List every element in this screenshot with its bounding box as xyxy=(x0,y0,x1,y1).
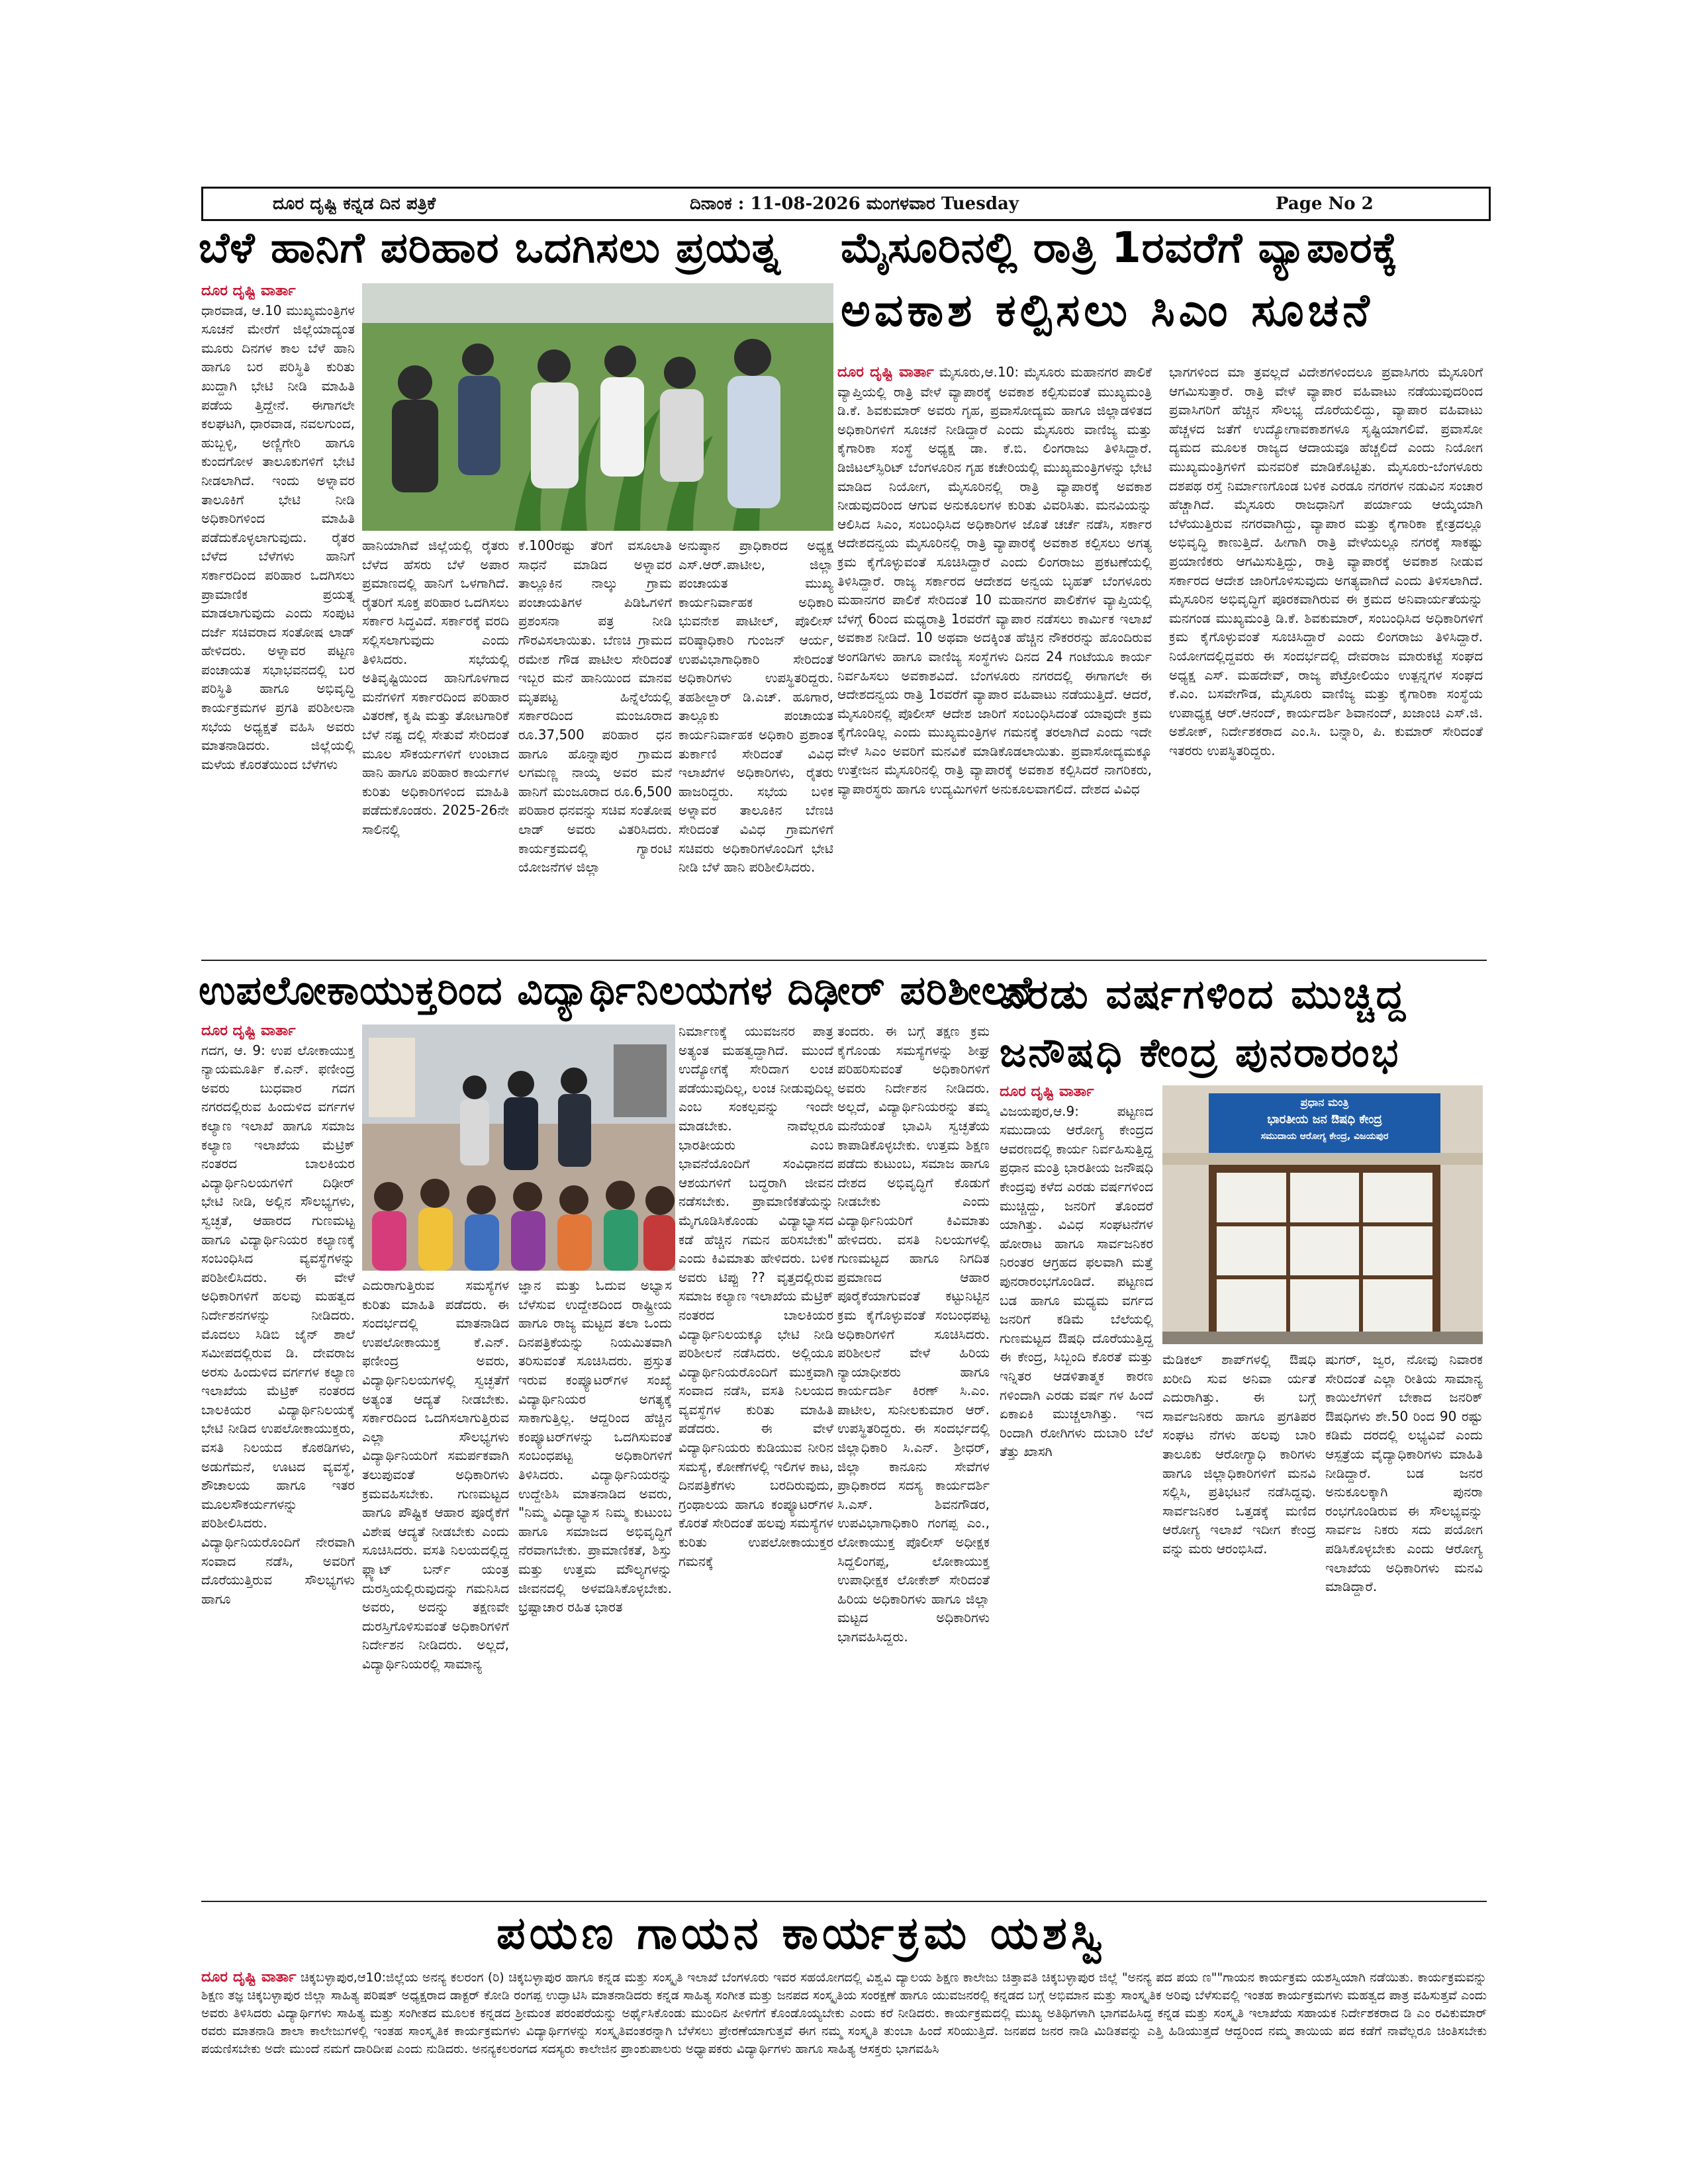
page-number: Page No 2 xyxy=(1276,194,1374,214)
story1-column-3: ಕೆ.100ರಷ್ಟು ತೆರಿಗೆ ವಸೂಲಾತಿ ಸಾಧನೆ ಮಾಡಿದ ಅಳ್ನಾವರ ತಾಲ್ಲೂಕಿನ ನಾಲ್ಕು ಗ್ರಾಮ ಪಂಚಾಯತಿಗಳ ಪಿಡಿಓಗಳಿಗೆ ಪ್ರಶಂಸನಾ ಪತ್ರ ನೀಡಿ ಗೌರವಿಸಲಾಯಿತು. ಬೆಣಚಿ ಗ್ರಾಮದ ರಮೇಶ ಗೌಡ ಪಾಟೀಲ ಸೇರಿದಂತೆ ಇಬ್ಬರ ಮನೆ ಹಾನಿಯಿಂದ ಮಾನವ ಮೃತಪಟ್ಟ ಹಿನ್ನೆಲೆಯಲ್ಲಿ ಸರ್ಕಾರದಿಂದ ಮಂಜೂರಾದ ರೂ.37,500 ಪರಿಹಾರ ಧನ ಹಾಗೂ ಹೊನ್ನಾಪುರ ಗ್ರಾಮದ ಲಗಮಣ್ಣ ನಾಯ್ಕ ಅವರ ಮನೆ ಹಾನಿಗೆ ಮಂಜೂರಾದ ರೂ.6,500 ಪರಿಹಾರ ಧನವನ್ನು ಸಚಿವ ಸಂತೋಷ ಲಾಡ್ ಅವರು ವಿತರಿಸಿದರು. ಕಾರ್ಯಕ್ರಮದಲ್ಲಿ ಗ್ಯಾರಂಟಿ ಯೋಜನೆಗಳ ಜಿಲ್ಲಾ xyxy=(518,537,672,876)
story4-headline-line1: ಎರಡು ವರ್ಷಗಳಿಂದ ಮುಚ್ಚಿದ್ದ xyxy=(1000,972,1407,1018)
story3-headline: ಉಪಲೋಕಾಯುಕ್ತರಿಂದ ವಿದ್ಯಾರ್ಥಿನಿಲಯಗಳ ದಿಢೀರ್ ಪರಿಶೀಲನೆ xyxy=(199,968,1033,1014)
hostel-inspection-photo xyxy=(362,1024,675,1271)
section-divider-2 xyxy=(201,1901,1487,1902)
section-divider xyxy=(201,960,1487,961)
story1-column-4: ಅನುಷ್ಠಾನ ಪ್ರಾಧಿಕಾರದ ಅಧ್ಯಕ್ಷ ಎಸ್.ಆರ್.ಪಾಟೀಲ, ಜಿಲ್ಲಾ ಪಂಚಾಯತ ಮುಖ್ಯ ಕಾರ್ಯನಿರ್ವಾಹಕ ಅಧಿಕಾರಿ ಭುವನೇಶ ಪಾಟೀಲ್, ಪೊಲೀಸ್ ವರಿಷ್ಠಾಧಿಕಾರಿ ಗುಂಜನ್ ಆರ್ಯ, ಉಪವಿಭಾಗಾಧಿಕಾರಿ ಸೇರಿದಂತೆ ಅಧಿಕಾರಿಗಳು ಉಪಸ್ಥಿತರಿದ್ದರು. ತಹಶೀಲ್ದಾರ್ ಡಿ.ಎಚ್. ಹೂಗಾರ, ತಾಲ್ಲೂಕು ಪಂಚಾಯತ ಕಾರ್ಯನಿರ್ವಾಹಕ ಅಧಿಕಾರಿ ಪ್ರಶಾಂತ ತುರ್ಕಾಣಿ ಸೇರಿದಂತೆ ವಿವಿಧ ಇಲಾಖೆಗಳ ಅಧಿಕಾರಿಗಳು, ರೈತರು ಹಾಜರಿದ್ದರು. ಸಭೆಯ ಬಳಿಕ ಅಳ್ನಾವರ ತಾಲೂಕಿನ ಬೆಣಚಿ ಸೇರಿದಂತೆ ವಿವಿಧ ಗ್ರಾಮಗಳಿಗೆ ಸಚಿವರು ಅಧಿಕಾರಿಗಳೊಂದಿಗೆ ಭೇಟಿ ನೀಡಿ ಬೆಳೆ ಹಾನಿ ಪರಿಶೀಲಿಸಿದರು. xyxy=(679,537,833,876)
byline: ದೂರ ದೃಷ್ಟಿ ವಾರ್ತಾ xyxy=(201,283,296,299)
story3-column-1: ದೂರ ದೃಷ್ಟಿ ವಾರ್ತಾ ಗದಗ, ಆ. 9: ಉಪ ಲೋಕಾಯುಕ್ತ ನ್ಯಾಯಮೂರ್ತಿ ಕೆ.ಎನ್. ಫಣೀಂದ್ರ ಅವರು ಬುಧವಾರ ಗದಗ ನಗರದಲ್ಲಿರುವ ಹಿಂದುಳಿದ ವರ್ಗಗಳ ಕಲ್ಯಾಣ ಇಲಾಖೆ ಹಾಗೂ ಸಮಾಜ ಕಲ್ಯಾಣ ಇಲಾಖೆಯ ಮೆಟ್ರಿಕ್ ನಂತರದ ಬಾಲಕಿಯರ ವಿದ್ಯಾರ್ಥಿನಿಲಯಗಳಿಗೆ ದಿಢೀರ್ ಭೇಟಿ ನೀಡಿ, ಅಲ್ಲಿನ ಸೌಲಭ್ಯಗಳು, ಸ್ವಚ್ಛತೆ, ಆಹಾರದ ಗುಣಮಟ್ಟ ಹಾಗೂ ವಿದ್ಯಾರ್ಥಿನಿಯರ ಕಲ್ಯಾಣಕ್ಕೆ ಸಂಬಂಧಿಸಿದ ವ್ಯವಸ್ಥೆಗಳನ್ನು ಪರಿಶೀಲಿಸಿದರು. ಈ ವೇಳೆ ಅಧಿಕಾರಿಗಳಿಗೆ ಹಲವು ಮಹತ್ವದ ನಿರ್ದೇಶನಗಳನ್ನು ನೀಡಿದರು. ಮೊದಲು ಸಿಡಿಬಿ ಜೈನ್ ಶಾಲೆ ಸಮೀಪದಲ್ಲಿರುವ ಡಿ. ದೇವರಾಜ ಅರಸು ಹಿಂದುಳಿದ ವರ್ಗಗಳ ಕಲ್ಯಾಣ ಇಲಾಖೆಯ ಮೆಟ್ರಿಕ್ ನಂತರದ ಬಾಲಕಿಯರ ವಿದ್ಯಾರ್ಥಿನಿಲಯಕ್ಕೆ ಭೇಟಿ ನೀಡಿದ ಉಪಲೋಕಾಯುಕ್ತರು, ವಸತಿ ನಿಲಯದ ಕೊಠಡಿಗಳು, ಅಡುಗೆಮನೆ, ಊಟದ ವ್ಯವಸ್ಥೆ, ಶೌಚಾಲಯ ಹಾಗೂ ಇತರ ಮೂಲಸೌಕರ್ಯಗಳನ್ನು ಪರಿಶೀಲಿಸಿದರು. ವಿದ್ಯಾರ್ಥಿನಿಯರೊಂದಿಗೆ ನೇರವಾಗಿ ಸಂವಾದ ನಡೆಸಿ, ಅವರಿಗೆ ದೊರೆಯುತ್ತಿರುವ ಸೌಲಭ್ಯಗಳು ಹಾಗೂ xyxy=(201,1023,355,1607)
shop-sign: ಪ್ರಧಾನ ಮಂತ್ರಿ ಭಾರತೀಯ ಜನ ಔಷಧಿ ಕೇಂದ್ರ ಸಮುದಾಯ ಆರೋಗ್ಯ ಕೇಂದ್ರ, ವಿಜಯಪುರ xyxy=(1260,1096,1389,1142)
story4-caption-column: ಮೆಡಿಕಲ್ ಶಾಪ್‌ಗಳಲ್ಲಿ ಔಷಧಿ ಖರೀದಿ ಸುವ ಅನಿವಾ ರ್ಯತೆ ಎದುರಾಗಿತ್ತು. ಈ ಬಗ್ಗೆ ಸಾರ್ವಜನಿಕರು ಹಾಗೂ ಪ್ರಗತಿಪರ ಸಂಘಟ ನೆಗಳು ಹಲವು ಬಾರಿ ತಾಲೂಕು ಆರೋಗ್ಯಾಧಿ ಕಾರಿಗಳು ಹಾಗೂ ಜಿಲ್ಲಾಧಿಕಾರಿಗಳಿಗೆ ಮನವಿ ಸಲ್ಲಿಸಿ, ಪ್ರತಿಭಟನೆ ನಡೆಸಿದ್ದವು. ಸಾರ್ವಜನಿಕರ ಒತ್ತಡಕ್ಕೆ ಮಣಿದ ಆರೋಗ್ಯ ಇಲಾಖೆ ಇದೀಗ ಕೇಂದ್ರ ವನ್ನು ಮರು ಆರಂಭಿಸಿದೆ. xyxy=(1162,1351,1316,1557)
crop-inspection-photo xyxy=(362,283,833,531)
story5-headline: ಪಯಣ ಗಾಯನ ಕಾರ್ಯಕ್ರಮ ಯಶಸ್ವಿ xyxy=(496,1907,1107,1960)
story2-headline-line1: ಮೈಸೂರಿನಲ್ಲಿ ರಾತ್ರಿ 1ರವರೆಗೆ ವ್ಯಾಪಾರಕ್ಕೆ xyxy=(841,224,1399,273)
story2-column-2: ಭಾಗಗಳಿಂದ ಮಾ ತ್ರವಲ್ಲದೆ ವಿದೇಶಗಳಿಂದಲೂ ಪ್ರವಾಸಿಗರು ಮೈಸೂರಿಗೆ ಆಗಮಿಸುತ್ತಾರೆ. ರಾತ್ರಿ ವೇಳೆ ವ್ಯಾಪಾರ ವಹಿವಾಟು ನಡೆಯುವುದರಿಂದ ಪ್ರವಾಸಿಗರಿಗೆ ಹೆಚ್ಚಿನ ಸೌಲಭ್ಯ ದೊರೆಯಲಿದ್ದು, ವ್ಯಾಪಾರ ವಹಿವಾಟು ಹೆಚ್ಚಳದ ಜತೆಗೆ ಉದ್ಯೋಗಾವಕಾಶಗಳೂ ಸೃಷ್ಟಿಯಾಗಲಿವೆ. ಪ್ರವಾಸೋ ದ್ಯಮದ ಮೂಲಕ ರಾಜ್ಯದ ಆದಾಯವೂ ಹೆಚ್ಚಲಿದೆ ಎಂದು ನಿಯೋಗ ಮುಖ್ಯಮಂತ್ರಿಗಳಿಗೆ ಮನವರಿಕೆ ಮಾಡಿಕೊಟ್ಟಿತು. ಮೈಸೂರು-ಬೆಂಗಳೂರು ದಶಪಥ ರಸ್ತೆ ನಿರ್ಮಾಣಗೊಂಡ ಬಳಿಕ ಎರಡೂ ನಗರಗಳ ನಡುವಿನ ಸಂಚಾರ ಹೆಚ್ಚಾಗಿದೆ. ಮೈಸೂರು ರಾಜಧಾನಿಗೆ ಪರ್ಯಾಯ ಆಯ್ಕೆಯಾಗಿ ಬೆಳೆಯುತ್ತಿರುವ ನಗರವಾಗಿದ್ದು, ವ್ಯಾಪಾರ ಮತ್ತು ಕೈಗಾರಿಕಾ ಕ್ಷೇತ್ರದಲ್ಲೂ ಅಭಿವೃದ್ಧಿ ಕಾಣುತ್ತಿದೆ. ಹೀಗಾಗಿ ರಾತ್ರಿ ವೇಳೆಯಲ್ಲೂ ನಗರಕ್ಕೆ ಸಾಕಷ್ಟು ಪ್ರಯಾಣಿಕರು ಆಗಮಿಸುತ್ತಿದ್ದು, ರಾತ್ರಿ ವ್ಯಾಪಾರಕ್ಕೆ ಅವಕಾಶ ನೀಡುವ ಸರ್ಕಾರದ ಆದೇಶ ಜಾರಿಗೊಳಿಸುವುದು ಅಗತ್ಯವಾಗಿದೆ ಎಂದು ತಿಳಿಸಲಾಗಿದೆ. ಮೈಸೂರಿನ ಅಭಿವೃದ್ಧಿಗೆ ಪೂರಕವಾಗಿರುವ ಈ ಕ್ರಮದ ಅನಿವಾರ್ಯತೆಯನ್ನು ಮನಗಂಡ ಮುಖ್ಯಮಂತ್ರಿ ಡಿ.ಕೆ. ಶಿವಕುಮಾರ್, ಸಂಬಂಧಿಸಿದ ಅಧಿಕಾರಿಗಳಿಗೆ ಕ್ರಮ ಕೈಗೊಳ್ಳುವಂತೆ ಸೂಚಿಸಿದ್ದಾರೆ ಎಂದು ಲಿಂಗರಾಜು ತಿಳಿಸಿದ್ದಾರೆ. ನಿಯೋಗದಲ್ಲಿದ್ದವರು ಈ ಸಂದರ್ಭದಲ್ಲಿ ದೇವರಾಜ ಮಾರುಕಟ್ಟೆ ಸಂಘದ ಅಧ್ಯಕ್ಷ ಎಸ್. ಮಹದೇವ್, ರಾಜ್ಯ ಪೆಟ್ರೋಲಿಯಂ ಉತ್ಪನ್ನಗಳ ಸಂಘದ ಕೆ.ಎಂ. ಬಸವೇಗೌಡ, ಮೈಸೂರು ವಾಣಿಜ್ಯ ಮತ್ತು ಕೈಗಾರಿಕಾ ಸಂಸ್ಥೆಯ ಉಪಾಧ್ಯಕ್ಷ ಆರ್.ಆನಂದ್, ಕಾರ್ಯದರ್ಶಿ ಶಿವಾನಂದ್, ಖಜಾಂಚಿ ಎಸ್.ಜಿ. ಅಶೋಕ್, ನಿರ್ದೇಶಕರಾದ ಎಂ.ಸಿ. ಬನ್ನಾರಿ, ಪಿ. ಕುಮಾರ್ ಸೇರಿದಂತೆ ಇತರರು ಉಪಸ್ಥಿತರಿದ್ದರು. xyxy=(1169,364,1483,758)
story4-column-1: ದೂರ ದೃಷ್ಟಿ ವಾರ್ತಾ ವಿಜಯಪುರ,ಆ.9: ಪಟ್ಟಣದ ಸಮುದಾಯ ಆರೋಗ್ಯ ಕೇಂದ್ರದ ಆವರಣದಲ್ಲಿ ಕಾರ್ಯ ನಿರ್ವಹಿಸುತ್ತಿದ್ದ ಪ್ರಧಾನ ಮಂತ್ರಿ ಭಾರತೀಯ ಜನೌಷಧಿ ಕೇಂದ್ರವು ಕಳೆದ ಎರಡು ವರ್ಷಗಳಿಂದ ಮುಚ್ಚಿದ್ದು, ಜನರಿಗೆ ತೊಂದರೆ ಯಾಗಿತ್ತು. ವಿವಿಧ ಸಂಘಟನೆಗಳ ಹೋರಾಟ ಹಾಗೂ ಸಾರ್ವಜನಿಕರ ನಿರಂತರ ಆಗ್ರಹದ ಫಲವಾಗಿ ಮತ್ತೆ ಪುನರಾರಂಭಗೊಂಡಿದೆ. ಪಟ್ಟಣದ ಬಡ ಹಾಗೂ ಮಧ್ಯಮ ವರ್ಗದ ಜನರಿಗೆ ಕಡಿಮೆ ಬೆಲೆಯಲ್ಲಿ ಗುಣಮಟ್ಟದ ಔಷಧಿ ದೊರೆಯುತ್ತಿದ್ದ ಈ ಕೇಂದ್ರ, ಸಿಬ್ಬಂದಿ ಕೊರತೆ ಮತ್ತು ಇನ್ನಿತರ ಆಡಳಿತಾತ್ಮಕ ಕಾರಣ ಗಳಿಂದಾಗಿ ಎರಡು ವರ್ಷ ಗಳ ಹಿಂದೆ ಏಕಾಏಕಿ ಮುಚ್ಚಲಾಗಿತ್ತು. ಇದ ರಿಂದಾಗಿ ರೋಗಿಗಳು ದುಬಾರಿ ಬೆಲೆ ತೆತ್ತು ಖಾಸಗಿ xyxy=(1000,1083,1153,1460)
issue-date: ದಿನಾಂಕ : 11-08-2026 ಮಂಗಳವಾರ Tuesday xyxy=(690,194,1019,214)
story1-text: ಧಾರವಾಡ, ಆ.10 ಮುಖ್ಯಮಂತ್ರಿಗಳ ಸೂಚನೆ ಮೇರೆಗೆ ಜಿಲ್ಲೆಯಾದ್ಯಂತ ಮೂರು ದಿನಗಳ ಕಾಲ ಬೆಳೆ ಹಾನಿ ಹಾಗೂ ಬರ ಪರಿಸ್ಥಿತಿ ಕುರಿತು ಖುದ್ದಾಗಿ ಭೇಟಿ ನೀಡಿ ಮಾಹಿತಿ ಪಡೆಯ ತ್ತಿದ್ದೇನೆ. ಈಗಾಗಲೇ ಕಲಘಟಗಿ, ಧಾರವಾಡ, ನವಲಗುಂದ, ಹುಬ್ಬಳ್ಳಿ, ಅಣ್ಣಿಗೇರಿ ಹಾಗೂ ಕುಂದಗೋಳ ತಾಲೂಕುಗಳಿಗೆ ಭೇಟಿ ನೀಡಲಾಗಿದೆ. ಇಂದು ಅಳ್ನಾವರ ತಾಲೂಕಿಗೆ ಭೇಟಿ ನೀಡಿ ಅಧಿಕಾರಿಗಳಿಂದ ಮಾಹಿತಿ ಪಡೆದುಕೊಳ್ಳಲಾಗುವುದು. ರೈತರ ಬೆಳೆದ ಬೆಳೆಗಳು ಹಾನಿಗೆ ಸರ್ಕಾರದಿಂದ ಪರಿಹಾರ ಒದಗಿಸಲು ಪ್ರಾಮಾಣಿಕ ಪ್ರಯತ್ನ ಮಾಡಲಾಗುವುದು ಎಂದು ಸಂಪುಟ ದರ್ಜೆ ಸಚಿವರಾದ ಸಂತೋಷ ಲಾಡ್ ಹೇಳಿದರು. ಅಳ್ನಾವರ ಪಟ್ಟಣ ಪಂಚಾಯತ ಸಭಾಭವನದಲ್ಲಿ ಬರ ಪರಿಸ್ಥಿತಿ ಹಾಗೂ ಅಭಿವೃದ್ಧಿ ಕಾರ್ಯಕ್ರಮಗಳ ಪ್ರಗತಿ ಪರಿಶೀಲನಾ ಸಭೆಯ ಅಧ್ಯಕ್ಷತೆ ವಹಿಸಿ ಅವರು ಮಾತನಾಡಿದರು. ಜಿಲ್ಲೆಯಲ್ಲಿ ಮಳೆಯ ಕೊರತೆಯಿಂದ ಬೆಳೆಗಳು xyxy=(201,302,355,772)
story5-body: ದೂರ ದೃಷ್ಟಿ ವಾರ್ತಾ ಚಿಕ್ಕಬಳ್ಳಾಪುರ,ಆ10:ಜಿಲ್ಲೆಯ ಅನನ್ಯ ಕಲರಂಗ (ರಿ) ಚಿಕ್ಕಬಳ್ಳಾಪುರ ಹಾಗೂ ಕನ್ನಡ ಮತ್ತು ಸಂಸ್ಕೃತಿ ಇಲಾಖೆ ಬೆಂಗಳೂರು ಇವರ ಸಹಯೋಗದಲ್ಲಿ ವಿಶ್ವವಿ ದ್ಯಾಲಯ ಶಿಕ್ಷಣ ಕಾಲೇಜು ಚಿತ್ತಾವತಿ ಚಿಕ್ಕಬಳ್ಳಾಪುರ ಜಿಲ್ಲೆ "ಅನನ್ಯ ಪದ ಪಯ ಣ""ಗಾಯನ ಕಾರ್ಯಕ್ರಮ ಯಶಸ್ವಿಯಾಗಿ ನಡೆಯಿತು. ಕಾರ್ಯಕ್ರಮವನ್ನು ಶಿಕ್ಷಣ ತಜ್ಞ ಚಿಕ್ಕಬಳ್ಳಾಪುರ ಜಿಲ್ಲಾ ಸಾಹಿತ್ಯ ಪರಿಷತ್ ಅಧ್ಯಕ್ಷರಾದ ಡಾಕ್ಟರ್ ಕೋಡಿ ರಂಗಪ್ಪ ಉದ್ಘಾಟಿಸಿ ಮಾತನಾಡಿದರು ಕನ್ನಡ ಸಾಹಿತ್ಯ ಸಂಗೀತ ಮತ್ತು ಜನಪದ ಸಂಸ್ಕೃತಿಯ ಸಂರಕ್ಷಣೆ ಹಾಗೂ ಯುವಜನರಲ್ಲಿ ಕನ್ನಡದ ಬಗ್ಗೆ ಅಭಿಮಾನ ಮತ್ತು ಸಾಂಸ್ಕೃತಿಕ ಅರಿವು ಬೆಳೆಸುವಲ್ಲಿ ಇಂತಹ ಕಾರ್ಯಕ್ರಮಗಳು ಮಹತ್ವದ ಪಾತ್ರ ವಹಿಸುತ್ತವೆ ಎಂದು ಅವರು ತಿಳಿಸಿದರು ವಿದ್ಯಾರ್ಥಿಗಳು ಸಾಹಿತ್ಯ ಮತ್ತು ಸಂಗೀತದ ಮೂಲಕ ಕನ್ನಡದ ಶ್ರೀಮಂತ ಪರಂಪರೆಯನ್ನು ಅರ್ಥೈಸಿಕೊಂಡು ಮುಂದಿನ ಪೀಳಿಗೆಗೆ ಕೊಂಡೊಯ್ಯಬೇಕು ಎಂದು ಕರೆ ನೀಡಿದರು. ಕಾರ್ಯಕ್ರಮದಲ್ಲಿ ಮುಖ್ಯ ಅತಿಥಿಗಳಾಗಿ ಭಾಗವಹಿಸಿದ್ದ ಕನ್ನಡ ಮತ್ತು ಸಂಸ್ಕೃತಿ ಇಲಾಖೆಯ ಸಹಾಯಕ ನಿರ್ದೇಶಕರಾದ ಡಿ ಎಂ ರವಿಕುಮಾರ್ ರವರು ಮಾತನಾಡಿ ಶಾಲಾ ಕಾಲೇಜುಗಳಲ್ಲಿ ಇಂತಹ ಸಾಂಸ್ಕೃತಿಕ ಕಾರ್ಯಕ್ರಮಗಳು ವಿದ್ಯಾರ್ಥಿಗಳನ್ನು ಸಂಸ್ಕೃತಿವಂತರನ್ನಾಗಿ ಬೆಳೆಸಲು ಪ್ರೇರಣೆಯಾಗುತ್ತವೆ ಈಗ ನಮ್ಮ ಸಂಸ್ಕೃತಿ ತುಂಬಾ ಹಿಂದೆ ಸರಿಯುತ್ತಿದೆ. ಜನಪದ ಜನರ ನಾಡಿ ಮಿಡಿತವನ್ನು ಎತ್ತಿ ಹಿಡಿಯುತ್ತದೆ ಆದ್ದರಿಂದ ನಮ್ಮ ತಾಯಿಯ ಪದ ಕಡೆಗೆ ನಾವೆಲ್ಲರೂ ಚಿಂತಿಸಬೇಕು ಪಯಣಿಸಬೇಕು ಅದೇ ಮುಂದೆ ನಮಗೆ ದಾರಿದೀಪ ಎಂದು ನುಡಿದರು. ಅನನ್ಯಕಲರಂಗದ ಸದಸ್ಯರು ಕಾಲೇಜಿನ ಪ್ರಾಂಶುಪಾಲರು ಅಧ್ಯಾಪಕರು ವಿದ್ಯಾರ್ಥಿಗಳು ಹಾಗೂ ಸಾಹಿತ್ಯ ಆಸಕ್ತರು ಭಾಗವಹಿಸಿ xyxy=(201,1969,1487,2056)
story4-headline-line2: ಜನೌಷಧಿ ಕೇಂದ್ರ ಪುನರಾರಂಭ xyxy=(1000,1030,1401,1076)
story1-column-1 xyxy=(201,282,355,952)
story2-headline-line2: ಅವಕಾಶ ಕಲ್ಪಿಸಲು ಸಿಎಂ ಸೂಚನೆ xyxy=(841,285,1374,337)
story3-column-5: ತಂದರು. ಈ ಬಗ್ಗೆ ತಕ್ಷಣ ಕ್ರಮ ಕೈಗೊಂಡು ಸಮಸ್ಯೆಗಳನ್ನು ಶೀಘ್ರ ಪರಿಹರಿಸುವಂತೆ ಅಧಿಕಾರಿಗಳಿಗೆ ಅವರು ನಿರ್ದೇಶನ ನೀಡಿದರು. ಅಲ್ಲದೆ, ವಿದ್ಯಾರ್ಥಿನಿಯರನ್ನು ತಮ್ಮ ಮನೆಯಂತೆ ಭಾವಿಸಿ ಸ್ವಚ್ಛತೆಯ ಕಾಪಾಡಿಕೊಳ್ಳಬೇಕು. ಉತ್ತಮ ಶಿಕ್ಷಣ ಪಡೆದು ಕುಟುಂಬ, ಸಮಾಜ ಹಾಗೂ ದೇಶದ ಅಭಿವೃದ್ಧಿಗೆ ಕೊಡುಗೆ ನೀಡಬೇಕು ಎಂದು ವಿದ್ಯಾರ್ಥಿನಿಯರಿಗೆ ಕಿವಿಮಾತು ಹೇಳಿದರು. ವಸತಿ ನಿಲಯಗಳಲ್ಲಿ ಗುಣಮಟ್ಟದ ಹಾಗೂ ನಿಗದಿತ ಪ್ರಮಾಣದ ಆಹಾರ ಪೂರೈಕೆಯಾಗುವಂತೆ ಕಟ್ಟುನಿಟ್ಟಿನ ಕ್ರಮ ಕೈಗೊಳ್ಳುವಂತೆ ಸಂಬಂಧಪಟ್ಟ ಅಧಿಕಾರಿಗಳಿಗೆ ಸೂಚಿಸಿದರು. ಪರಿಶೀಲನೆ ವೇಳೆ ಹಿರಿಯ ನ್ಯಾಯಾಧೀಶರು ಹಾಗೂ ಕಾರ್ಯದರ್ಶಿ ಕಿರಣ್ ಸಿ.ಎಂ. ಪಾಟೀಲ, ಸುನೀಲಕುಮಾರ ಆರ್. ಉಪಸ್ಥಿತರಿದ್ದರು. ಈ ಸಂದರ್ಭದಲ್ಲಿ ಜಿಲ್ಲಾಧಿಕಾರಿ ಸಿ.ಎನ್. ಶ್ರೀಧರ್, ಜಿಲ್ಲಾ ಕಾನೂನು ಸೇವೆಗಳ ಪ್ರಾಧಿಕಾರದ ಸದಸ್ಯ ಕಾರ್ಯದರ್ಶಿ ಸಿ.ಎಸ್. ಶಿವನಗೌಡರ, ಉಪವಿಭಾಗಾಧಿಕಾರಿ ಗಂಗಪ್ಪ ಎಂ., ಲೋಕಾಯುಕ್ತ ಪೊಲೀಸ್ ಅಧೀಕ್ಷಕ ಸಿದ್ದಲಿಂಗಪ್ಪ, ಲೋಕಾಯುಕ್ತ ಉಪಾಧೀಕ್ಷಕ ಲೋಕೇಶ್ ಸೇರಿದಂತೆ ಹಿರಿಯ ಅಧಿಕಾರಿಗಳು ಹಾಗೂ ಜಿಲ್ಲಾ ಮಟ್ಟದ ಅಧಿಕಾರಿಗಳು ಭಾಗವಹಿಸಿದ್ದರು. xyxy=(837,1023,990,1645)
story1-column-2: ಹಾನಿಯಾಗಿವೆ ಜಿಲ್ಲೆಯಲ್ಲಿ ರೈತರು ಬೆಳೆದ ಹೆಸರು ಬೆಳೆ ಅಪಾರ ಪ್ರಮಾಣದಲ್ಲಿ ಹಾನಿಗೆ ಒಳಗಾಗಿದೆ. ರೈತರಿಗೆ ಸೂಕ್ತ ಪರಿಹಾರ ಒದಗಿಸಲು ಸರ್ಕಾರ ಸಿದ್ಧವಿದೆ. ಸರ್ಕಾರಕ್ಕೆ ವರದಿ ಸಲ್ಲಿಸಲಾಗುವುದು ಎಂದು ತಿಳಿಸಿದರು. ಸಭೆಯಲ್ಲಿ ಅತಿವೃಷ್ಟಿಯಿಂದ ಹಾನಿಗೊಳಗಾದ ಮನೆಗಳಿಗೆ ಸರ್ಕಾರದಿಂದ ಪರಿಹಾರ ವಿತರಣೆ, ಕೃಷಿ ಮತ್ತು ತೋಟಗಾರಿಕೆ ಬೆಳೆ ನಷ್ಟ ದಲ್ಲಿ ಸೇತುವೆ ಸೇರಿದಂತೆ ಮೂಲ ಸೌಕರ್ಯಗಳಿಗೆ ಉಂಟಾದ ಹಾನಿ ಹಾಗೂ ಪರಿಹಾರ ಕಾರ್ಯಗಳ ಕುರಿತು ಅಧಿಕಾರಿಗಳಿಂದ ಮಾಹಿತಿ ಪಡೆದುಕೊಂಡರು. 2025-26ನೇ ಸಾಲಿನಲ್ಲಿ xyxy=(362,537,509,837)
masthead xyxy=(201,187,1491,221)
janaushadhi-shop-photo xyxy=(1162,1085,1483,1344)
story3-column-4: ನಿರ್ಮಾಣಕ್ಕೆ ಯುವಜನರ ಪಾತ್ರ ಅತ್ಯಂತ ಮಹತ್ವದ್ದಾಗಿದೆ. ಮುಂದೆ ಉದ್ಯೋಗಕ್ಕೆ ಸೇರಿದಾಗ ಲಂಚ ಪಡೆಯುವುದಿಲ್ಲ, ಲಂಚ ನೀಡುವುದಿಲ್ಲ ಎಂಬ ಸಂಕಲ್ಪವನ್ನು ಇಂದೇ ಮಾಡಬೇಕು. ನಾವೆಲ್ಲರೂ ಭಾರತೀಯರು ಎಂಬ ಭಾವನೆಯೊಂದಿಗೆ ಸಂವಿಧಾನದ ಆಶಯಗಳಿಗೆ ಬದ್ಧರಾಗಿ ಜೀವನ ನಡೆಸಬೇಕು. ಪ್ರಾಮಾಣಿಕತೆಯನ್ನು ಮೈಗೂಡಿಸಿಕೊಂಡು ವಿದ್ಯಾಭ್ಯಾಸದ ಕಡೆ ಹೆಚ್ಚಿನ ಗಮನ ಹರಿಸಬೇಕು" ಎಂದು ಕಿವಿಮಾತು ಹೇಳಿದರು. ಬಳಿಕ ಅವರು ಟಿಪ್ಪು ?? ವೃತ್ತದಲ್ಲಿರುವ ಸಮಾಜ ಕಲ್ಯಾಣ ಇಲಾಖೆಯ ಮೆಟ್ರಿಕ್ ನಂತರದ ಬಾಲಕಿಯರ ವಿದ್ಯಾರ್ಥಿನಿಲಯಕ್ಕೂ ಭೇಟಿ ನೀಡಿ ಪರಿಶೀಲನೆ ನಡೆಸಿದರು. ಅಲ್ಲಿಯೂ ವಿದ್ಯಾರ್ಥಿನಿಯರೊಂದಿಗೆ ಮುಕ್ತವಾಗಿ ಸಂವಾದ ನಡೆಸಿ, ವಸತಿ ನಿಲಯದ ವ್ಯವಸ್ಥೆಗಳ ಕುರಿತು ಮಾಹಿತಿ ಪಡೆದರು. ಈ ವೇಳೆ ವಿದ್ಯಾರ್ಥಿನಿಯರು ಕುಡಿಯುವ ನೀರಿನ ಸಮಸ್ಯೆ, ಕೋಣೆಗಳಲ್ಲಿ ಇಲಿಗಳ ಕಾಟ, ದಿನಪತ್ರಿಕೆಗಳು ಬರದಿರುವುದು, ಗ್ರಂಥಾಲಯ ಹಾಗೂ ಕಂಪ್ಯೂಟರ್‌ಗಳ ಕೊರತೆ ಸೇರಿದಂತೆ ಹಲವು ಸಮಸ್ಯೆಗಳ ಕುರಿತು ಉಪಲೋಕಾಯುಕ್ತರ ಗಮನಕ್ಕೆ xyxy=(679,1023,833,1569)
story3-column-2: ಎದುರಾಗುತ್ತಿರುವ ಸಮಸ್ಯೆಗಳ ಕುರಿತು ಮಾಹಿತಿ ಪಡೆದರು. ಈ ಸಂದರ್ಭದಲ್ಲಿ ಮಾತನಾಡಿದ ಉಪಲೋಕಾಯುಕ್ತ ಕೆ.ಎನ್. ಫಣೀಂದ್ರ ಅವರು, ವಿದ್ಯಾರ್ಥಿನಿಲಯಗಳಲ್ಲಿ ಸ್ವಚ್ಛತೆಗೆ ಅತ್ಯಂತ ಆದ್ಯತೆ ನೀಡಬೇಕು. ಸರ್ಕಾರದಿಂದ ಒದಗಿಸಲಾಗುತ್ತಿರುವ ಎಲ್ಲಾ ಸೌಲಭ್ಯಗಳು ವಿದ್ಯಾರ್ಥಿನಿಯರಿಗೆ ಸಮರ್ಪಕವಾಗಿ ತಲುಪುವಂತೆ ಅಧಿಕಾರಿಗಳು ಕ್ರಮವಹಿಸಬೇಕು. ಗುಣಮಟ್ಟದ ಹಾಗೂ ಪೌಷ್ಟಿಕ ಆಹಾರ ಪೂರೈಕೆಗೆ ವಿಶೇಷ ಆದ್ಯತೆ ನೀಡಬೇಕು ಎಂದು ಸೂಚಿಸಿದರು. ವಸತಿ ನಿಲಯದಲ್ಲಿದ್ದ ಫ್ಲ್ಯಾಟ್ ಬರ್ನ್ ಯಂತ್ರ ದುರಸ್ತಿಯಲ್ಲಿರುವುದನ್ನು ಗಮನಿಸಿದ ಅವರು, ಅದನ್ನು ತಕ್ಷಣವೇ ದುರಸ್ತಿಗೊಳಿಸುವಂತೆ ಅಧಿಕಾರಿಗಳಿಗೆ ನಿರ್ದೇಶನ ನೀಡಿದರು. ಅಲ್ಲದೆ, ವಿದ್ಯಾರ್ಥಿನಿಯರಲ್ಲಿ ಸಾಮಾನ್ಯ xyxy=(362,1277,509,1672)
paper-name: ದೂರ ದೃಷ್ಟಿ ಕನ್ನಡ ದಿನ ಪತ್ರಿಕೆ xyxy=(273,194,436,214)
story4-column-2: ಷುಗರ್, ಜ್ವರ, ನೋವು ನಿವಾರಕ ಸೇರಿದಂತೆ ಎಲ್ಲಾ ರೀತಿಯ ಸಾಮಾನ್ಯ ಕಾಯಿಲೆಗಳಿಗೆ ಬೇಕಾದ ಜನರಿಕ್ ಔಷಧಿಗಳು ಶೇ.50 ರಿಂದ 90 ರಷ್ಟು ಕಡಿಮೆ ದರದಲ್ಲಿ ಲಭ್ಯವಿವೆ ಎಂದು ಆಸ್ಪತ್ರೆಯ ವೈದ್ಯಾಧಿಕಾರಿಗಳು ಮಾಹಿತಿ ನೀಡಿದ್ದಾರೆ. ಬಡ ಜನರ ಅನುಕೂಲಕ್ಕಾಗಿ ಪುನರಾ ರಂಭಗೊಂಡಿರುವ ಈ ಸೌಲಭ್ಯವನ್ನು ಸಾರ್ವಜ ನಿಕರು ಸದು ಪಯೋಗ ಪಡಿಸಿಕೊಳ್ಳಬೇಕು ಎಂದು ಆರೋಗ್ಯ ಇಲಾಖೆಯ ಅಧಿಕಾರಿಗಳು ಮನವಿ ಮಾಡಿದ್ದಾರೆ. xyxy=(1325,1351,1483,1595)
story1-headline: ಬೆಳೆ ಹಾನಿಗೆ ಪರಿಹಾರ ಒದಗಿಸಲು ಪ್ರಯತ್ನ xyxy=(199,224,781,273)
story2-column-1: ದೂರ ದೃಷ್ಟಿ ವಾರ್ತಾ ಮೈಸೂರು,ಆ.10: ಮೈಸೂರು ಮಹಾನಗರ ಪಾಲಿಕೆ ವ್ಯಾಪ್ತಿಯಲ್ಲಿ ರಾತ್ರಿ ವೇಳೆ ವ್ಯಾಪಾರಕ್ಕೆ ಅವಕಾಶ ಕಲ್ಪಿಸುವಂತೆ ಮುಖ್ಯಮಂತ್ರಿ ಡಿ.ಕೆ. ಶಿವಕುಮಾರ್ ಅವರು ಗೃಹ, ಪ್ರವಾಸೋದ್ಯಮ ಹಾಗೂ ಜಿಲ್ಲಾಡಳಿತದ ಅಧಿಕಾರಿಗಳಿಗೆ ಸೂಚನೆ ನೀಡಿದ್ದಾರೆ ಎಂದು ಮೈಸೂರು ವಾಣಿಜ್ಯ ಮತ್ತು ಕೈಗಾರಿಕಾ ಸಂಸ್ಥೆ ಅಧ್ಯಕ್ಷ ಡಾ. ಕೆ.ಬಿ. ಲಿಂಗರಾಜು ತಿಳಿಸಿದ್ದಾರೆ. ಡಿಜಿಟಲ್‌ಸ್ಫಿರಿಟ್ ಬೆಂಗಳೂರಿನ ಗೃಹ ಕಚೇರಿಯಲ್ಲಿ ಮುಖ್ಯಮಂತ್ರಿಗಳನ್ನು ಭೇಟಿ ಮಾಡಿದ ನಿಯೋಗ, ಮೈಸೂರಿನಲ್ಲಿ ರಾತ್ರಿ ವ್ಯಾಪಾರಕ್ಕೆ ಅವಕಾಶ ನೀಡುವುದರಿಂದ ಆಗುವ ಅನುಕೂಲಗಳ ಕುರಿತು ವಿವರಿಸಿತು. ಮನವಿಯನ್ನು ಆಲಿಸಿದ ಸಿಎಂ, ಸಂಬಂಧಿಸಿದ ಅಧಿಕಾರಿಗಳ ಜೊತೆ ಚರ್ಚೆ ನಡೆಸಿ, ಸರ್ಕಾರ ಆದೇಶದನ್ವಯ ಮೈಸೂರಿನಲ್ಲಿ ರಾತ್ರಿ ವ್ಯಾಪಾರಕ್ಕೆ ಅವಕಾಶ ಕಲ್ಪಿಸಲು ಅಗತ್ಯ ಕ್ರಮ ಕೈಗೊಳ್ಳುವಂತೆ ಸೂಚಿಸಿದ್ದಾರೆ ಎಂದು ಲಿಂಗರಾಜು ಪ್ರಕಟಣೆಯಲ್ಲಿ ತಿಳಿಸಿದ್ದಾರೆ. ರಾಜ್ಯ ಸರ್ಕಾರದ ಆದೇಶದ ಅನ್ವಯ ಬೃಹತ್ ಬೆಂಗಳೂರು ಮಹಾನಗರ ಪಾಲಿಕೆ ಸೇರಿದಂತೆ 10 ಮಹಾನಗರ ಪಾಲಿಕೆಗಳ ವ್ಯಾಪ್ತಿಯಲ್ಲಿ ಬೆಳಗ್ಗೆ 6ರಿಂದ ಮಧ್ಯರಾತ್ರಿ 1ರವರೆಗೆ ವ್ಯಾಪಾರ ನಡೆಸಲು ಕಾರ್ಮಿಕ ಇಲಾಖೆ ಅವಕಾಶ ನೀಡಿದೆ. 10 ಅಥವಾ ಅದಕ್ಕಿಂತ ಹೆಚ್ಚಿನ ನೌಕರರನ್ನು ಹೊಂದಿರುವ ಅಂಗಡಿಗಳು ಹಾಗೂ ವಾಣಿಜ್ಯ ಸಂಸ್ಥೆಗಳು ದಿನದ 24 ಗಂಟೆಯೂ ಕಾರ್ಯ ನಿರ್ವಹಿಸಲು ಅವಕಾಶವಿದೆ. ಬೆಂಗಳೂರು ನಗರದಲ್ಲಿ ಈಗಾಗಲೇ ಈ ಆದೇಶದನ್ವಯ ರಾತ್ರಿ 1ರವರೆಗೆ ವ್ಯಾಪಾರ ವಹಿವಾಟು ನಡೆಯುತ್ತಿದೆ. ಆದರೆ, ಮೈಸೂರಿನಲ್ಲಿ ಪೊಲೀಸ್ ಆದೇಶ ಜಾರಿಗೆ ಸಂಬಂಧಿಸಿದಂತೆ ಯಾವುದೇ ಕ್ರಮ ಕೈಗೊಂಡಿಲ್ಲ ಎಂದು ಮುಖ್ಯಮಂತ್ರಿಗಳ ಗಮನಕ್ಕೆ ತರಲಾಗಿದೆ ಎಂದು ಇದೇ ವೇಳೆ ಸಿಎಂ ಅವರಿಗೆ ಮನವಿಕೆ ಮಾಡಿಕೊಡಲಾಯಿತು. ಪ್ರವಾಸೋದ್ಯಮಕ್ಕೂ ಉತ್ತೇಜನ ಮೈಸೂರಿನಲ್ಲಿ ರಾತ್ರಿ ವ್ಯಾಪಾರಕ್ಕೆ ಅವಕಾಶ ಕಲ್ಪಿಸಿದರೆ ನಾಗರಿಕರು, ವ್ಯಾಪಾರಸ್ಥರು ಹಾಗೂ ಉದ್ಯಮಿಗಳಿಗೆ ಅನುಕೂಲವಾಗಲಿದೆ. ದೇಶದ ವಿವಿಧ xyxy=(837,364,1152,797)
story3-column-3: ಜ್ಞಾನ ಮತ್ತು ಓದುವ ಅಭ್ಯಾಸ ಬೆಳೆಸುವ ಉದ್ದೇಶದಿಂದ ರಾಷ್ಟ್ರೀಯ ಹಾಗೂ ರಾಜ್ಯ ಮಟ್ಟದ ತಲಾ ಒಂದು ದಿನಪತ್ರಿಕೆಯನ್ನು ನಿಯಮಿತವಾಗಿ ತರಿಸುವಂತೆ ಸೂಚಿಸಿದರು. ಪ್ರಸ್ತುತ ಇರುವ ಕಂಪ್ಯೂಟರ್‌ಗಳ ಸಂಖ್ಯೆ ವಿದ್ಯಾರ್ಥಿನಿಯರ ಅಗತ್ಯಕ್ಕೆ ಸಾಕಾಗುತ್ತಿಲ್ಲ. ಆದ್ದರಿಂದ ಹೆಚ್ಚಿನ ಕಂಪ್ಯೂಟರ್‌ಗಳನ್ನು ಒದಗಿಸುವಂತೆ ಸಂಬಂಧಪಟ್ಟ ಅಧಿಕಾರಿಗಳಿಗೆ ತಿಳಿಸಿದರು. ವಿದ್ಯಾರ್ಥಿನಿಯರನ್ನು ಉದ್ದೇಶಿಸಿ ಮಾತನಾಡಿದ ಅವರು, "ನಿಮ್ಮ ವಿದ್ಯಾಭ್ಯಾಸ ನಿಮ್ಮ ಕುಟುಂಬ ಹಾಗೂ ಸಮಾಜದ ಅಭಿವೃದ್ಧಿಗೆ ನೆರವಾಗಬೇಕು. ಪ್ರಾಮಾಣಿಕತೆ, ಶಿಸ್ತು ಮತ್ತು ಉತ್ತಮ ಮೌಲ್ಯಗಳನ್ನು ಜೀವನದಲ್ಲಿ ಅಳವಡಿಸಿಕೊಳ್ಳಬೇಕು. ಭ್ರಷ್ಟಾಚಾರ ರಹಿತ ಭಾರತ xyxy=(518,1277,672,1615)
